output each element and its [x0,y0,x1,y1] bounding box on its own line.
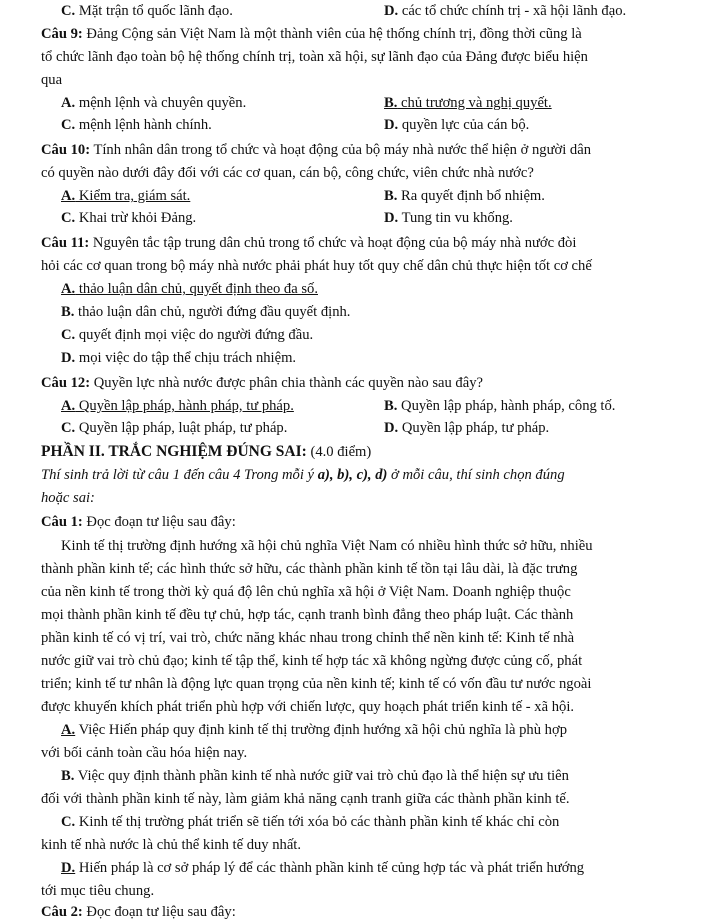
c1-statement-b-line1: B. Việc quy định thành phần kinh tế nhà nước giữ vai trò chủ đạo là thể hiện sự ưu tiên [61,768,569,784]
c1-intro: Câu 1: Đọc đoạn tư liệu sau đây: [41,514,236,530]
q10-option-a-correct: A. Kiểm tra, giám sát. [61,188,191,204]
q9-stem-line1: Câu 9: Đảng Cộng sản Việt Nam là một thành viên của hệ thống chính trị, đồng thời cũng là [41,26,582,42]
c1-statement-a-line2: với bối cảnh toàn cầu hóa hiện nay. [41,745,248,761]
q11-stem-line2: hỏi các cơ quan trong bộ máy nhà nước phải phát huy tốt quy chế dân chủ thực hiện tốt cơ chế [41,258,592,274]
c1-statement-c-line2: kinh tế nhà nước là chủ thể kinh tế duy nhất. [41,837,302,853]
prev-option-d: D. các tổ chức chính trị - xã hội lãnh đạo. [384,3,627,19]
c1-passage-line2: thành phần kinh tế; các hình thức sở hữu, các thành phần kinh tế tồn tại lâu dài, là đặc trưng [41,561,578,577]
q12-option-b: B. Quyền lập pháp, hành pháp, công tố. [384,398,616,414]
c1-statement-c-line1: C. Kinh tế thị trường phát triển sẽ tiến tới xóa bỏ các thành phần kinh tế khác chỉ còn [61,814,560,830]
c1-passage-line3: của nền kinh tế trong thời kỳ quá độ lên chủ nghĩa xã hội ở Việt Nam. Doanh nghiệp thuộc [41,584,571,600]
c1-passage-line4: mọi thành phần kinh tế đều tự chủ, hợp tác, cạnh tranh bình đẳng theo pháp luật. Các thành [41,607,574,623]
q10-stem-line1: Câu 10: Tính nhân dân trong tổ chức và hoạt động của bộ máy nhà nước thể hiện ở người dân [41,142,591,158]
c2-intro: Câu 2: Đọc đoạn tư liệu sau đây: [41,904,236,920]
c1-statement-b-line2: đối với thành phần kinh tế này, làm giảm khả năng cạnh tranh giữa các thành phần kinh tế. [41,791,570,807]
q12-option-c: C. Quyền lập pháp, luật pháp, tư pháp. [61,420,288,436]
q11-option-a-correct: A. thảo luận dân chủ, quyết định theo đa số. [61,281,318,297]
c1-passage-line7: triển; kinh tế tư nhân là động lực quan trọng của nền kinh tế; kinh tế có vốn đầu tư nước ngoài [41,676,592,692]
part2-heading: PHẦN II. TRẮC NGHIỆM ĐÚNG SAI: (4.0 điểm) [41,443,372,460]
q11-option-c: C. quyết định mọi việc do người đứng đầu. [61,327,314,343]
q11-option-d: D. mọi việc do tập thể chịu trách nhiệm. [61,350,297,366]
prev-option-c: C. Mặt trận tổ quốc lãnh đạo. [61,3,233,19]
c1-passage-line8: được khuyến khích phát triển phù hợp với chiến lược, quy hoạch phát triển kinh tế - xã hội. [41,699,575,715]
q9-stem-line3: qua [41,72,63,88]
q10-option-d: D. Tung tin vu khống. [384,210,513,226]
q10-option-b: B. Ra quyết định bổ nhiệm. [384,188,545,204]
q10-stem-line2: có quyền nào dưới đây đối với các cơ quan, cán bộ, công chức, viên chức nhà nước? [41,165,534,181]
q9-stem-line2: tổ chức lãnh đạo toàn bộ hệ thống chính trị, toàn xã hội, sự lãnh đạo của Đảng được biểu hiện [41,49,588,65]
part2-instructions-line1: Thí sinh trả lời từ câu 1 đến câu 4 Trong mỗi ý a), b), c), d) ở mỗi câu, thí sinh chọn đúng [41,467,565,483]
q10-option-c: C. Khai trừ khỏi Đảng. [61,210,197,226]
c1-statement-a-line1: A. Việc Hiến pháp quy định kinh tế thị trường định hướng xã hội chủ nghĩa là phù hợp [61,722,567,738]
q9-option-a: A. mệnh lệnh và chuyên quyền. [61,95,247,111]
q9-option-d: D. quyền lực của cán bộ. [384,117,530,133]
c1-passage-line6: nước giữ vai trò chủ đạo; kinh tế tập thể, kinh tế hợp tác xã không ngừng được củng cố, phát [41,653,583,669]
c1-statement-d-line2: tới mục tiêu chung. [41,883,155,899]
c1-passage-line1: Kinh tế thị trường định hướng xã hội chủ nghĩa Việt Nam có nhiều hình thức sở hữu, nhiều [61,538,593,554]
part2-instructions-line2: hoặc sai: [41,490,95,506]
q12-option-d: D. Quyền lập pháp, tư pháp. [384,420,550,436]
q9-option-b-correct: B. chủ trương và nghị quyết. [384,95,552,111]
q9-option-c: C. mệnh lệnh hành chính. [61,117,212,133]
q11-option-b: B. thảo luận dân chủ, người đứng đầu quyết định. [61,304,351,320]
c1-passage-line5: phần kinh tế có vị trí, vai trò, chức năng khác nhau trong chỉnh thể nền kinh tế: Kinh tế nhà [41,630,575,646]
q12-option-a-correct: A. Quyền lập pháp, hành pháp, tư pháp. [61,398,294,414]
q12-stem-line1: Câu 12: Quyền lực nhà nước được phân chia thành các quyền nào sau đây? [41,375,483,391]
q11-stem-line1: Câu 11: Nguyên tắc tập trung dân chủ trong tổ chức và hoạt động của bộ máy nhà nước đòi [41,235,577,251]
c1-statement-d-line1: D. Hiến pháp là cơ sở pháp lý để các thành phần kinh tế củng hợp tác và phát triển hướng [61,860,585,876]
